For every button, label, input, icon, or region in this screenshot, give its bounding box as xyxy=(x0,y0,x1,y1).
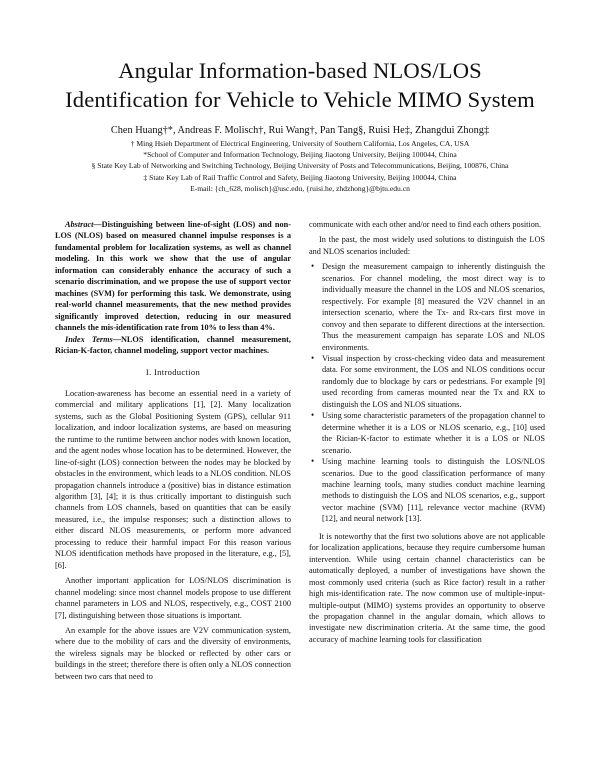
abstract xyxy=(55,219,291,334)
body-paragraph: It is noteworthy that the first two solutions above are not applicable for localization applications, because they require cumbersome human intervention. While using certain channel characteristics can be automatically deployed, a number of investigations have shown the most commonly used criteria (such as Rice factor) result in a rather high mis-identification rate. The now common use of multiple-input-multiple-output (MIMO) systems provides an opportunity to observe the propagation channel in the angular domain, which allows to investigate new discrimination criteria. At the same time, the good accuracy of machine learning tools for classification xyxy=(309,531,545,644)
email-line: E-mail: {ch_628, molisch}@usc.edu, {ruisi.he, zhdzhong}@bjtu.edu.cn xyxy=(190,183,410,193)
affiliation-line: *School of Computer and Information Technology, Beijing Jiaotong University, Beijing 100044, China xyxy=(143,150,457,160)
body-paragraph: In the past, the most widely used solutions to distinguish the LOS and NLOS scenarios included: xyxy=(309,235,545,256)
abstract-text: —Distinguishing between line-of-sight (LOS) and non-LOS (NLOS) based on measured channel impulse responses is a fundamental problem for localization systems, as well as channel modeling. In this work we show that the use of angular information can considerably enhance the accuracy of such a scenario discrimination, and we propose the use of support vector machines (SVM) for performing this task. We demonstrate, using real-world channel measurements, that the new method provides significantly improved detection, reducing in our measured channels the mis-identification rate from 10% to less than 4%. xyxy=(55,220,291,333)
body-columns xyxy=(55,219,545,686)
section-number: I. xyxy=(145,367,152,378)
affiliation-line: † Ming Hsieh Department of Electrical Engineering, University of Southern California, Los Angeles, CA, USA xyxy=(130,139,470,148)
index-terms-label: Index Terms xyxy=(65,334,113,344)
author-list: Chen Huang†*, Andreas F. Molisch†, Rui Wang†, Pan Tang§, Ruisi He‡, Zhangdui Zhong‡ xyxy=(110,125,490,136)
body-paragraph-continued: communicate with each other and/or need to find each others position. xyxy=(309,220,542,229)
right-column xyxy=(309,219,545,686)
index-terms xyxy=(55,334,291,357)
bullet-item: • Using machine learning tools to distinguish the LOS/NLOS scenarios. Due to the good classification performance of many machine learning tools, many studies conduct machine learning methods to distinguish the LOS and NLOS scenarios, e.g., support vector machine (SVM) [11], relevance vector machine (RVM) [12], and neural network [13]. xyxy=(321,456,545,525)
affiliation-line: § State Key Lab of Networking and Switching Technology, Beijing University of Posts and Telecommunications, Beijing, 100876, China xyxy=(91,161,509,171)
body-paragraph: Location-awareness has become an essential need in a variety of commercial and military applications [1], [2]. Many localization systems, such as the Global Positioning System (GPS), cellular 911 localization, and indoor localization systems, are based on measuring the runtime to the runtime between anchor nodes with known location, and the agent nodes whose location has to be determined. However, the line-of-sight (LOS) connection between the nodes may be blocked by obstacles in the environment, which leads to a NLOS condition. NLOS propagation channels introduce a (positive) bias in distance estimation algorithm [3], [4]; it is thus critically important to distinguish such channels from LOS channels, based on quantities that can be easily measured, i.e., the impulse responses; such a distinction allows to either discard NLOS measurements, or perform more advanced processing to reduce their harmful impact For this reason various NLOS identification methods have proposed in the literature, e.g., [5], [6]. xyxy=(55,388,291,570)
bullet-list xyxy=(309,261,545,524)
bullet-item: • Design the measurement campaign to inherently distinguish the scenarios. For channel modeling, the most direct way is to individually measure the channel in the LOS and NLOS scenarios, respectively. For example [8] measured the V2V channel in an intersection scenario, where the Tx- and Rx-cars first move in convoy and then separate to different directions at the intersection. Thus the measurement campaign has separate LOS and NLOS environments. xyxy=(321,261,545,353)
section-title: Introduction xyxy=(153,367,201,378)
bullet-item: • Using some characteristic parameters of the propagation channel to determine whether it is a LOS or NLOS scenario, e.g., [10] used the Rician-K-factor to estimate whether it is a LOS or NLOS scenario. xyxy=(321,410,545,456)
paper-title: Angular Information-based NLOS/LOS Identification for Vehicle to Vehicle MIMO System xyxy=(65,58,535,112)
affiliations xyxy=(55,138,545,194)
abstract-label: Abstract xyxy=(65,220,94,229)
left-column xyxy=(55,219,291,686)
body-paragraph: An example for the above issues are V2V communication system, where due to the mobility of cars and the diversity of environments, the wireless signals may be blocked or reflected by other cars or buildings in the street; therefore there is often only a NLOS connection between two cars that need to xyxy=(55,625,291,681)
affiliation-line: ‡ State Key Lab of Rail Traffic Control and Safety, Beijing Jiaotong University, Beijing 100044, China xyxy=(143,172,457,182)
body-paragraph: Another important application for LOS/NLOS discrimination is channel modeling: since most channel models propose to use different channel parameters in LOS and NLOS, respectively, e.g., COST 2100 [7], distinguishing between those situations is important. xyxy=(55,576,291,620)
index-terms-text: —NLOS identification, channel measurement, Rician-K-factor, channel modeling, support vector machines. xyxy=(55,334,291,355)
bullet-item: • Visual inspection by cross-checking video data and measurement data. For some environment, the LOS and NLOS conditions occur randomly due to blockage by cars or pedestrians. For example [9] used recording from cameras mounted near the Tx and RX to distinguish the LOS and NLOS situations. xyxy=(321,353,545,410)
section-heading xyxy=(55,367,291,378)
